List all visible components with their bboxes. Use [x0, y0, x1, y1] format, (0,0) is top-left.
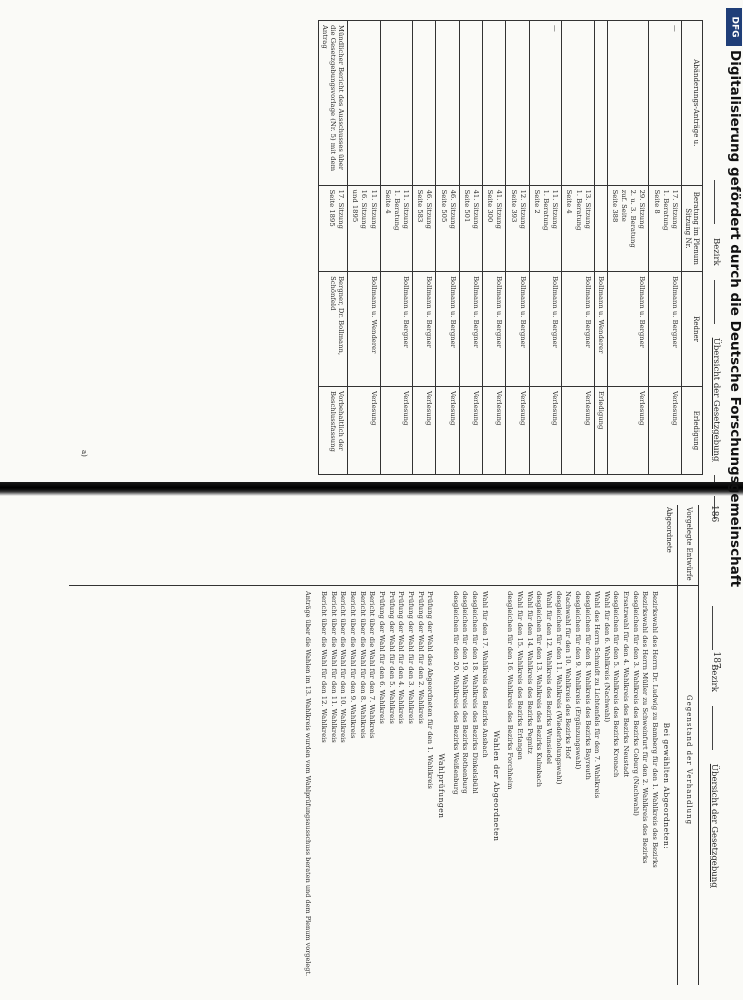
header-label-b: Übersicht der Gesetzgebung	[709, 763, 719, 888]
page-fold	[0, 482, 743, 496]
table-row	[594, 21, 607, 475]
session-line: 11. Sitzung	[551, 189, 560, 229]
session-line: Seite 388	[610, 189, 619, 223]
list-item	[347, 591, 357, 981]
cell-session	[348, 185, 381, 271]
header-label-b: Übersicht der Gesetzgebung	[711, 337, 721, 462]
session-line: Seite 4	[383, 189, 392, 214]
cell-amendments	[459, 21, 482, 186]
section-label: Abgeordnete	[665, 507, 673, 553]
cell-amendments	[607, 21, 649, 186]
table-row	[413, 21, 436, 475]
cell-session	[607, 185, 649, 271]
table-row	[319, 21, 348, 475]
list-item	[524, 591, 534, 981]
list-item	[450, 591, 460, 981]
proceedings-table	[318, 20, 703, 475]
cell-amendments	[594, 21, 607, 186]
session-line: und 1895	[351, 189, 360, 223]
cell-speaker: Bollmann u. Bergner	[459, 272, 482, 387]
session-line: 46. Sitzung	[448, 189, 457, 229]
left-page	[65, 505, 725, 985]
left-page-content	[304, 591, 675, 981]
session-line: 1. Beratung	[392, 189, 401, 231]
header-label-a: Bezirk	[709, 664, 719, 692]
session-line: 17. Sitzung	[671, 189, 679, 229]
cell-speaker: Bollmann u. Bergner	[649, 272, 682, 387]
list-item-text: Bezirkswahl des Herrn Müller zu Schweinfurt für den 2. Wahlkreis des Bezirks	[641, 591, 650, 864]
cell-speaker: Bollmann u. Bergner	[529, 272, 562, 387]
cell-speaker: Bollmann u. Wenderer	[594, 272, 607, 387]
list-item	[543, 591, 553, 981]
cell-outcome: Erledigung	[594, 387, 607, 475]
closing-note: Anträge über die Wahlen im 13. Wahlkreis wurden vom Wahlprüfungsausschuss beraten und dem Plenum vorgelegt.	[304, 591, 313, 977]
cell-speaker: Bollmann u. Bergner	[436, 272, 459, 387]
session-line: 29. Sitzung	[638, 189, 647, 229]
session-line: 16. Sitzung	[360, 189, 369, 229]
list-item	[563, 591, 573, 981]
header-blank	[712, 606, 719, 650]
digitization-banner	[725, 50, 743, 736]
list-item	[376, 591, 386, 981]
table-row	[607, 21, 649, 475]
entry-list	[505, 591, 659, 981]
session-line: Seite 505	[439, 189, 448, 223]
cell-amendments	[562, 21, 595, 186]
cell-session	[506, 185, 529, 271]
cell-outcome: Verlesung	[649, 387, 682, 475]
cell-session	[319, 185, 348, 271]
cell-speaker: Bollmann u. Bergner	[483, 272, 506, 387]
cell-amendments	[380, 21, 413, 186]
list-item	[319, 591, 329, 981]
table-row	[506, 21, 529, 475]
list-item-text: desgleichen für den 20. Wahlkreis des Bezirks Weißenburg	[451, 591, 460, 795]
column-right-label: Gegenstand der Verhandlung	[685, 695, 693, 826]
banner-text: Digitalisierung gefördert durch die Deutsche Forschungsgemeinschaft	[727, 50, 743, 588]
session-line: Seite 4	[565, 189, 574, 214]
dfg-logo-text: DFG	[729, 16, 740, 38]
cell-session	[436, 185, 459, 271]
list-item-text: Prüfung der Wahl für den 5. Wahlkreis	[387, 591, 396, 724]
list-item-text: Prüfung der Wahl für den 4. Wahlkreis	[397, 591, 406, 724]
table-row	[380, 21, 413, 475]
cell-session	[413, 185, 436, 271]
table-row	[562, 21, 595, 475]
table-row	[459, 21, 482, 475]
list-item	[572, 591, 582, 981]
cell-speaker: Bollmann u. Bergner	[380, 272, 413, 387]
column-header: Beratung im Plenum Sitzung Nr.	[682, 185, 703, 271]
list-item	[415, 591, 425, 981]
list-item	[479, 591, 489, 981]
column-left-label: Vorgelegte Entwürfe	[685, 507, 693, 581]
session-line: 1. Beratung	[661, 189, 670, 231]
header-blank	[712, 706, 719, 750]
list-item-text: Prüfung der Wahl des Abgeordneten für den 1. Wahlkreis	[426, 591, 435, 789]
cell-outcome: Verlesung	[506, 387, 529, 475]
list-item	[553, 591, 563, 981]
cell-outcome: Verlesung	[483, 387, 506, 475]
list-item-text: Bericht über die Wahl für den 7. Wahlkreis	[368, 591, 377, 739]
list-item	[338, 591, 348, 981]
list-item-text: desgleichen für den 11. Wahlkreis (Wiederholungswahl)	[554, 591, 563, 785]
list-item-text: Prüfung der Wahl für den 3. Wahlkreis	[406, 591, 415, 724]
session-line: 17. Sitzung	[337, 189, 346, 229]
cell-session	[459, 185, 482, 271]
list-item	[514, 591, 524, 981]
session-line: 12. Sitzung	[518, 189, 527, 229]
list-item-text: Bericht über die Wahl für den 10. Wahlkreis	[339, 591, 348, 743]
list-item	[620, 591, 630, 981]
session-line: 41. Sitzung	[472, 189, 481, 229]
list-item-text: Bericht über die Wahl für den 12. Wahlkreis	[320, 591, 329, 743]
list-item	[592, 591, 602, 981]
list-item-text: desgleichen für den 13. Wahlkreis des Bezirks Kulmbach	[535, 591, 544, 788]
list-item	[460, 591, 470, 981]
session-line: 2. u. 3. Beratung	[629, 189, 638, 248]
session-line: Seite 583	[416, 189, 425, 223]
session-line: 11. Sitzung	[369, 189, 378, 229]
list-item-text: Wahl für den 12. Wahlkreis des Bezirks Wunsiedel	[544, 591, 553, 765]
cell-outcome: Verlesung	[562, 387, 595, 475]
column-header: Redner	[682, 272, 703, 387]
table-row	[483, 21, 506, 475]
list-item	[611, 591, 621, 981]
cell-session	[483, 185, 506, 271]
session-line: Seite 2	[532, 189, 541, 214]
cell-amendments	[413, 21, 436, 186]
list-item	[328, 591, 338, 981]
list-item	[649, 591, 659, 981]
table-row	[649, 21, 682, 475]
list-item-text: desgleichen für den 8. Wahlkreis des Bezirks Bayreuth	[583, 591, 592, 780]
session-line: Seite 8	[652, 189, 661, 214]
cell-session	[529, 185, 562, 271]
list-item-text: Bericht über die Wahl für den 9. Wahlkreis	[349, 591, 358, 739]
cell-outcome: Verlesung	[436, 387, 459, 475]
cell-outcome: Verlesung	[413, 387, 436, 475]
table-body	[319, 21, 682, 475]
table-header-row	[682, 21, 703, 475]
list-item-text: Wahl für den 14. Wahlkreis des Bezirks Pegnitz	[525, 591, 534, 754]
cell-outcome: Verlesung	[380, 387, 413, 475]
list-item	[425, 591, 435, 981]
list-item-text: Nachwahl für den 10. Wahlkreis des Bezirks Hof	[564, 591, 573, 759]
dfg-logo	[726, 8, 742, 46]
page-number: 187	[711, 651, 721, 669]
cell-speaker: Bollmann u. Bergner	[506, 272, 529, 387]
cell-amendments	[348, 21, 381, 186]
list-item-text: desgleichen für den 9. Wahlkreis (Ergänzungswahl)	[573, 591, 582, 770]
list-item	[469, 591, 479, 981]
cell-speaker: Bergner, Dr. Bollmann, Schönfeld	[319, 272, 348, 387]
list-item	[386, 591, 396, 981]
column-header-band	[677, 505, 699, 985]
session-line: Seite 300	[486, 189, 495, 223]
cell-amendments	[483, 21, 506, 186]
cell-outcome: Vorbehaltlich der Beschlussfassung	[319, 387, 348, 475]
column-header: Abänderungs-Anträge u.	[682, 21, 703, 186]
header-label-a: Bezirk	[711, 238, 721, 266]
column-header: Erledigung	[682, 387, 703, 475]
header-blank	[714, 280, 721, 324]
list-item	[582, 591, 592, 981]
left-page-header	[709, 505, 719, 985]
cell-amendments	[506, 21, 529, 186]
cell-session	[649, 185, 682, 271]
session-line: Seite 501	[462, 189, 471, 223]
list-item-text: Prüfung der Wahl für den 2. Wahlkreis	[416, 591, 425, 724]
cell-amendments: Mündlicher Bericht des Ausschusses über die Gesetzgebungsvorlage (Nr. 5) mit dem Antrag	[319, 21, 348, 186]
list-item	[357, 591, 367, 981]
section-title: Bei gewählten Abgeordneten:	[662, 722, 671, 850]
table-row	[436, 21, 459, 475]
session-line: 1. Beratung	[574, 189, 583, 231]
list-item-text: Wahl für den 6. Wahlkreis (Nachwahl)	[602, 591, 611, 723]
list-item	[396, 591, 406, 981]
session-line: 41. Sitzung	[495, 189, 504, 229]
cell-speaker: Bollmann u. Bergner	[413, 272, 436, 387]
list-item-text: Prüfung der Wahl für den 6. Wahlkreis	[377, 591, 386, 724]
cell-speaker: Bollmann u. Bergner	[607, 272, 649, 387]
session-line: Seite 393	[509, 189, 518, 223]
list-item	[601, 591, 611, 981]
section-title: Wahlen der Abgeordneten	[491, 730, 501, 842]
session-line: 1. Beratung	[542, 189, 551, 231]
section-title: Wahlprüfungen	[437, 753, 447, 819]
session-line: Seite 1895	[327, 189, 336, 227]
session-line: 13. Sitzung	[583, 189, 592, 229]
list-item	[630, 591, 640, 981]
entry-list	[319, 591, 435, 981]
cell-speaker: Bollmann u. Wenderer	[348, 272, 381, 387]
cell-outcome: Verlesung	[529, 387, 562, 475]
table-row	[348, 21, 381, 475]
cell-amendments	[436, 21, 459, 186]
cell-speaker: Bollmann u. Bergner	[562, 272, 595, 387]
list-item-text: Wahl für den 17. Wahlkreis des Bezirks Ansbach	[480, 591, 489, 758]
session-line: 11. Sitzung	[402, 189, 411, 229]
list-item-text: Bericht über die Wahl für den 8. Wahlkreis	[358, 591, 367, 739]
cell-session	[594, 185, 607, 271]
cell-outcome: Verlesung	[459, 387, 482, 475]
cell-outcome: Verlesung	[348, 387, 381, 475]
cell-session	[380, 185, 413, 271]
footnote: a)	[80, 450, 88, 457]
list-item-text: Ersatzwahl für den 4. Wahlkreis des Bezirks Neustadt	[622, 591, 631, 778]
cell-session	[562, 185, 595, 271]
cell-amendments: —	[649, 21, 682, 186]
list-item-text: desgleichen für den 3. Wahlkreis des Bezirks Coburg (Nachwahl)	[631, 591, 640, 816]
list-item-text: Bezirkswahl des Herrn Dr. Ludwig zu Bamberg für den 1. Wahlkreis des Bezirks	[651, 591, 659, 868]
list-item-text: desgleichen für den 18. Wahlkreis des Bezirks Dinkelsbühl	[471, 591, 480, 794]
page-number: 186	[709, 505, 719, 523]
cell-outcome: Verlesung	[607, 387, 649, 475]
list-item	[505, 591, 515, 981]
list-item-text: desgleichen für den 5. Wahlkreis des Bezirks Kronach	[612, 591, 621, 778]
table-row	[529, 21, 562, 475]
list-item-text: desgleichen für den 19. Wahlkreis des Bezirks Rothenburg	[461, 591, 470, 794]
session-line: 46. Sitzung	[425, 189, 434, 229]
list-item	[534, 591, 544, 981]
header-blank	[714, 180, 721, 224]
cell-amendments: —	[529, 21, 562, 186]
session-line: zuf. Seite	[620, 189, 629, 222]
list-item	[640, 591, 650, 981]
list-item-text: Wahl für den 15. Wahlkreis des Bezirks Erlangen	[516, 591, 525, 760]
list-item	[367, 591, 377, 981]
list-item-text: Bericht über die Wahl für den 11. Wahlkreis	[329, 591, 338, 743]
column-divider	[69, 585, 699, 586]
list-item-text: Wahl des Herrn Schmidt zu Lichtenfels für den 7. Wahlkreis	[593, 591, 602, 799]
list-item	[405, 591, 415, 981]
list-item-text: desgleichen für den 16. Wahlkreis des Bezirks Forchheim	[506, 591, 515, 790]
entry-list	[450, 591, 489, 981]
